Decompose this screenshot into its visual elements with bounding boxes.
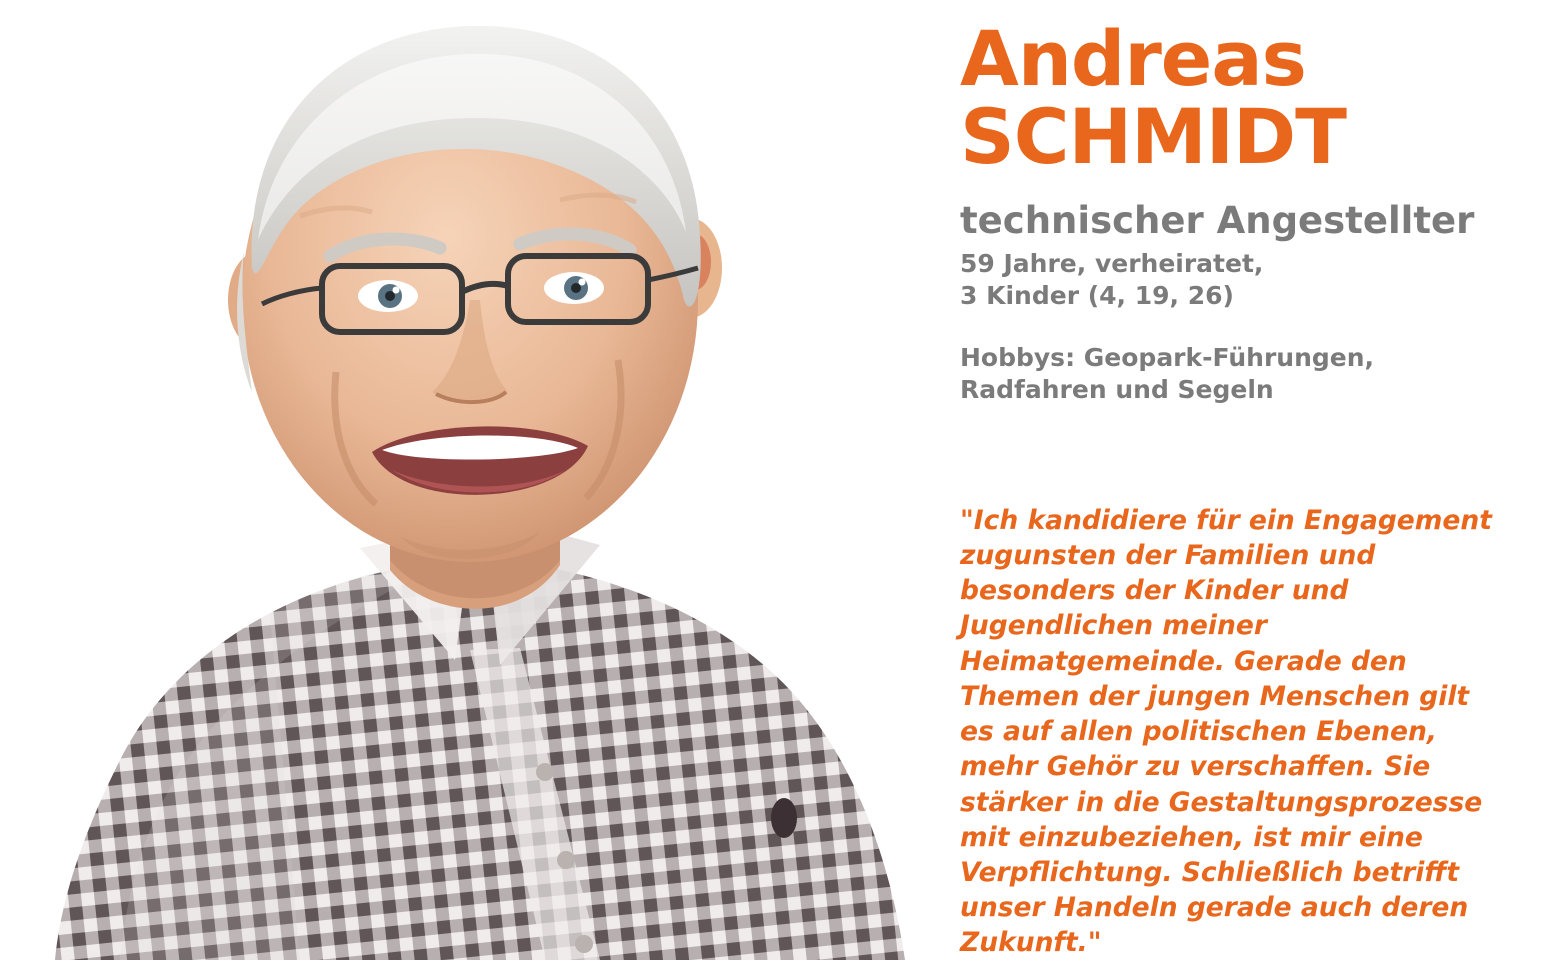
candidate-personal-details bbox=[960, 248, 1510, 312]
candidate-first-name: Andreas bbox=[960, 14, 1306, 103]
personal-detail-line-2: 3 Kinder (4, 19, 26) bbox=[960, 280, 1234, 310]
candidate-job-title: technischer Angestellter bbox=[960, 198, 1475, 242]
candidate-hobbies bbox=[960, 342, 1510, 407]
candidate-info-pane bbox=[950, 0, 1550, 960]
personal-detail-line-1: 59 Jahre, verheiratet, bbox=[960, 248, 1264, 278]
hobbies-line-2: Radfahren und Segeln bbox=[960, 375, 1274, 405]
candidate-quote: "Ich kandidiere für ein Engagement zugunsten der Familien und besonders der Kinder und Jugendlichen meiner Heimatgemeinde. Gerade den Themen der jungen Menschen gilt es auf allen politischen Ebenen, mehr Gehör zu verschaffen. Sie stärker in die Gestaltungsprozesse mit einzubeziehen, ist mir eine Verpflichtung. Schließlich betrifft unser Handeln gerade auch deren Zukunft." bbox=[960, 504, 1492, 959]
hobbies-line-1: Hobbys: Geopark-Führungen, bbox=[960, 342, 1375, 372]
candidate-name bbox=[960, 14, 1510, 182]
candidate-last-name: SCHMIDT bbox=[960, 92, 1346, 182]
